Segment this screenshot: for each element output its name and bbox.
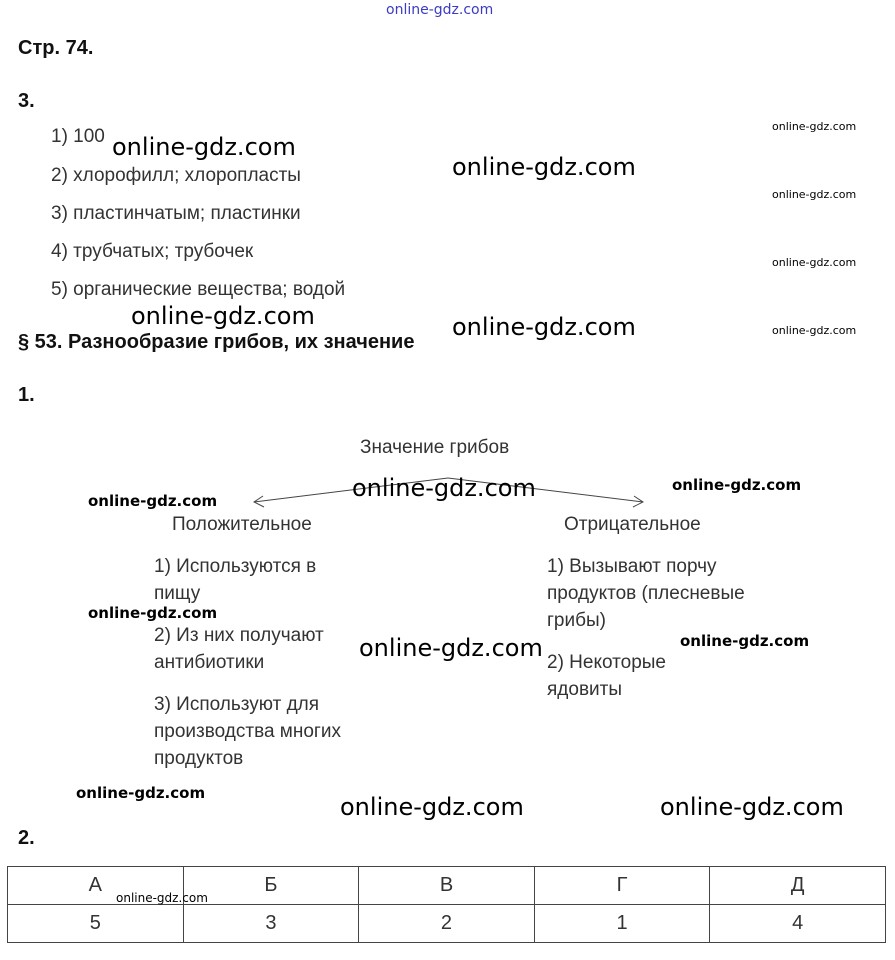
- watermark: online-gdz.com: [672, 476, 802, 494]
- watermark: online-gdz.com: [680, 632, 810, 650]
- watermark: online-gdz.com: [660, 793, 844, 821]
- negative-item-1: 1) Вызывают порчу продуктов (плесневые грибы): [547, 556, 745, 631]
- diagram-positive-heading: Положительное: [172, 514, 312, 535]
- watermark: online-gdz.com: [76, 784, 206, 802]
- task3-answer-2: 2) хлорофилл; хлоропласты: [51, 165, 301, 186]
- watermark-top: online-gdz.com: [386, 2, 494, 18]
- table-cell: 5: [8, 905, 184, 943]
- watermark: online-gdz.com: [359, 634, 543, 662]
- watermark: online-gdz.com: [352, 474, 536, 502]
- table-cell: 4: [710, 905, 886, 943]
- watermark: online-gdz.com: [112, 133, 296, 161]
- table-header-cell: Д: [710, 867, 886, 905]
- table-header-cell: В: [359, 867, 535, 905]
- watermark: online-gdz.com: [131, 302, 315, 330]
- table-header-cell: А: [8, 867, 184, 905]
- diagram-root: Значение грибов: [360, 437, 510, 458]
- positive-item-1: 1) Используются в пищу: [154, 556, 317, 604]
- watermark: online-gdz.com: [772, 120, 857, 133]
- table-cell: 1: [534, 905, 710, 943]
- watermark: online-gdz.com: [772, 324, 857, 337]
- watermark: online-gdz.com: [452, 153, 636, 181]
- watermark: online-gdz.com: [116, 891, 208, 905]
- watermark: online-gdz.com: [340, 793, 524, 821]
- table-header-cell: Г: [534, 867, 710, 905]
- section-title: § 53. Разнообразие грибов, их значение: [18, 331, 415, 353]
- positive-item-3: 3) Используют для производства многих продуктов: [154, 694, 341, 769]
- page-reference: Стр. 74.: [18, 37, 94, 59]
- table-header-cell: Б: [183, 867, 359, 905]
- task3-answer-5: 5) органические вещества; водой: [51, 279, 346, 300]
- diagram-negative-heading: Отрицательное: [564, 514, 701, 535]
- table-cell: 2: [359, 905, 535, 943]
- watermark: online-gdz.com: [88, 492, 218, 510]
- task3-answer-4: 4) трубчатых; трубочек: [51, 241, 254, 262]
- task3-number: 3.: [18, 90, 35, 112]
- watermark: online-gdz.com: [452, 313, 636, 341]
- table-cell: 3: [183, 905, 359, 943]
- task2-number: 2.: [18, 827, 35, 849]
- positive-item-2: 2) Из них получают антибиотики: [154, 625, 324, 673]
- watermark: online-gdz.com: [772, 256, 857, 269]
- watermark: online-gdz.com: [772, 188, 857, 201]
- task3-answer-1: 1) 100: [51, 126, 105, 147]
- negative-item-2: 2) Некоторые ядовиты: [547, 652, 666, 700]
- task3-answer-3: 3) пластинчатым; пластинки: [51, 203, 301, 224]
- table-row: [8, 905, 886, 943]
- watermark: online-gdz.com: [88, 604, 218, 622]
- task1-number: 1.: [18, 384, 35, 406]
